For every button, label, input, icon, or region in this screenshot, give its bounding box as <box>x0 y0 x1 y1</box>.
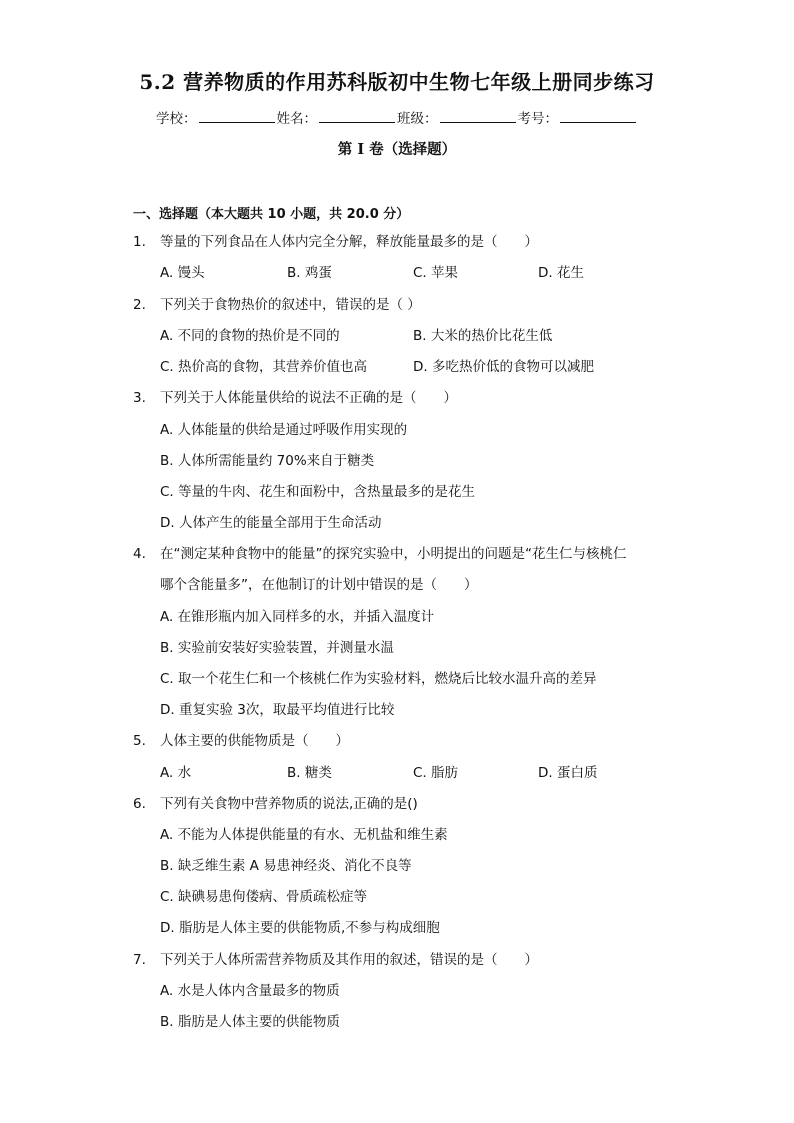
option-b: B. 脂肪是人体主要的供能物质 <box>160 1014 340 1030</box>
question-text: 在“测定某种食物中的能量”的探究实验中，小明提出的问题是“花生仁与核桃仁 <box>160 546 627 562</box>
question-text: 下列关于人体能量供给的说法不正确的是（ ） <box>160 390 457 406</box>
name-label: 姓名： <box>276 111 317 127</box>
name-blank <box>319 109 395 123</box>
section-heading: 一、选择题（本大题共 10 小题，共 20.0 分） <box>133 207 410 222</box>
option-a: A. 在锥形瓶内加入同样多的水，并插入温度计 <box>160 609 435 625</box>
question-number: 4. <box>133 546 146 562</box>
question-1 <box>133 234 538 250</box>
option-a: A. 不同的食物的热价是不同的 <box>160 328 340 344</box>
question-number: 3. <box>133 390 146 406</box>
question-5 <box>133 733 349 749</box>
school-blank <box>199 109 275 123</box>
option-a: A. 水是人体内含量最多的物质 <box>160 983 340 999</box>
question-number: 5. <box>133 733 146 749</box>
question-7 <box>133 952 538 968</box>
question-4 <box>133 546 626 562</box>
option-a: A. 不能为人体提供能量的有水、无机盐和维生素 <box>160 827 448 843</box>
option-b: B. 糖类 <box>287 765 332 781</box>
volume-title: 第 I 卷（选择题） <box>337 141 457 158</box>
class-label: 班级： <box>397 111 438 127</box>
option-a: A. 人体能量的供给是通过呼吸作用实现的 <box>160 422 408 438</box>
question-text: 下列关于人体所需营养物质及其作用的叙述，错误的是（ ） <box>160 952 538 968</box>
question-text: 下列有关食物中营养物质的说法,正确的是() <box>160 796 418 812</box>
option-c: C. 缺碘易患佝偻病、骨质疏松症等 <box>160 889 368 905</box>
student-info-line <box>0 107 794 127</box>
option-d: D. 人体产生的能量全部用于生命活动 <box>160 515 382 531</box>
option-b: B. 缺乏维生素 A 易患神经炎、消化不良等 <box>160 858 412 874</box>
class-blank <box>440 109 516 123</box>
option-d: D. 脂肪是人体主要的供能物质,不参与构成细胞 <box>160 920 440 936</box>
question-number: 6. <box>133 796 146 812</box>
exam-no-blank <box>560 109 636 123</box>
option-c: C. 苹果 <box>413 265 459 281</box>
question-number: 1. <box>133 234 146 250</box>
option-b: B. 鸡蛋 <box>287 265 332 281</box>
option-a: A. 水 <box>160 765 192 781</box>
question-text: 人体主要的供能物质是（ ） <box>160 733 349 749</box>
option-b: B. 实验前安装好实验装置，并测量水温 <box>160 640 394 656</box>
question-text-continued: 哪个含能量多”，在他制订的计划中错误的是（ ） <box>160 577 478 593</box>
question-number: 7. <box>133 952 146 968</box>
option-a: A. 馒头 <box>160 265 205 281</box>
exam-no-label: 考号： <box>517 111 558 127</box>
option-c: C. 脂肪 <box>413 765 459 781</box>
option-d: D. 重复实验 3次，取最平均值进行比较 <box>160 702 395 718</box>
document-title: 5.2 营养物质的作用苏科版初中生物七年级上册同步练习 <box>139 70 655 94</box>
question-3 <box>133 390 457 406</box>
option-b: B. 大米的热价比花生低 <box>413 328 553 344</box>
question-text: 等量的下列食品在人体内完全分解，释放能量最多的是（ ） <box>160 234 538 250</box>
option-d: D. 花生 <box>538 265 584 281</box>
option-d: D. 多吃热价低的食物可以减肥 <box>413 359 594 375</box>
option-d: D. 蛋白质 <box>538 765 598 781</box>
question-number: 2. <box>133 297 146 313</box>
option-c: C. 取一个花生仁和一个核桃仁作为实验材料，燃烧后比较水温升高的差异 <box>160 671 597 687</box>
question-6 <box>133 796 418 812</box>
school-label: 学校： <box>156 111 197 127</box>
question-text: 下列关于食物热价的叙述中，错误的是（ ） <box>160 297 421 313</box>
option-b: B. 人体所需能量约 70%来自于糖类 <box>160 453 375 469</box>
question-2 <box>133 297 421 313</box>
option-c: C. 热价高的食物，其营养价值也高 <box>160 359 368 375</box>
option-c: C. 等量的牛肉、花生和面粉中，含热量最多的是花生 <box>160 484 476 500</box>
